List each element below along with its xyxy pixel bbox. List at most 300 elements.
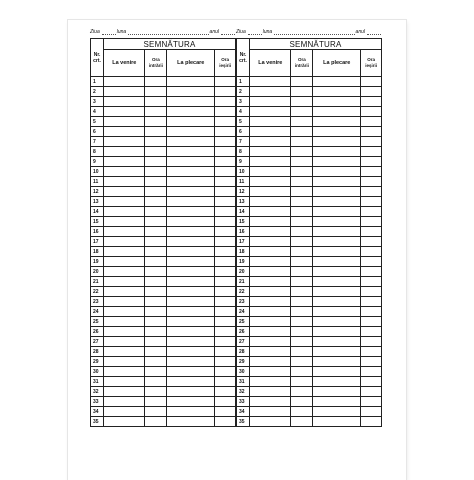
row-number: 7 <box>237 137 250 147</box>
arrival-signature-cell <box>250 187 291 197</box>
table-row <box>237 237 382 247</box>
arrival-signature-cell <box>104 237 145 247</box>
table-row <box>237 367 382 377</box>
row-number: 14 <box>91 207 104 217</box>
exit-time-cell <box>361 137 382 147</box>
day-label: Ziua <box>90 29 100 35</box>
exit-time-header <box>215 50 236 77</box>
table-row <box>91 407 236 417</box>
departure-signature-cell <box>313 347 361 357</box>
table-row <box>91 367 236 377</box>
arrival-signature-cell <box>250 157 291 167</box>
departure-signature-cell <box>313 117 361 127</box>
exit-time-cell <box>361 147 382 157</box>
departure-signature-cell <box>167 217 215 227</box>
row-number: 17 <box>91 237 104 247</box>
exit-time-header <box>361 50 382 77</box>
departure-signature-cell <box>313 227 361 237</box>
exit-time-cell <box>361 307 382 317</box>
exit-time-cell <box>215 137 236 147</box>
entry-time-cell <box>291 227 313 237</box>
right-register <box>236 27 382 427</box>
table-row <box>91 327 236 337</box>
table-row <box>91 257 236 267</box>
row-number: 19 <box>91 257 104 267</box>
departure-signature-cell <box>167 277 215 287</box>
entry-time-cell <box>291 267 313 277</box>
exit-time-cell <box>361 377 382 387</box>
entry-time-cell <box>145 197 167 207</box>
departure-signature-cell <box>313 207 361 217</box>
entry-time-cell <box>291 237 313 247</box>
arrival-header: La venire <box>104 50 145 77</box>
table-row <box>237 217 382 227</box>
nr-label: Nr. <box>239 51 247 58</box>
table-row <box>91 387 236 397</box>
row-number: 14 <box>237 207 250 217</box>
entry-time-cell <box>291 187 313 197</box>
arrival-signature-cell <box>250 107 291 117</box>
exit-time-cell <box>215 247 236 257</box>
arrival-signature-cell <box>104 397 145 407</box>
row-number: 10 <box>91 167 104 177</box>
table-row <box>91 77 236 87</box>
exit-time-label-2: ieșirii <box>365 63 377 68</box>
departure-signature-cell <box>167 377 215 387</box>
row-number: 19 <box>237 257 250 267</box>
entry-time-header <box>291 50 313 77</box>
departure-signature-cell <box>313 197 361 207</box>
exit-time-cell <box>215 377 236 387</box>
arrival-signature-cell <box>104 77 145 87</box>
arrival-signature-cell <box>104 277 145 287</box>
arrival-signature-cell <box>250 87 291 97</box>
date-line <box>90 27 236 38</box>
entry-time-cell <box>291 207 313 217</box>
row-number: 25 <box>91 317 104 327</box>
departure-signature-cell <box>313 407 361 417</box>
row-number: 13 <box>91 197 104 207</box>
table-rows <box>91 77 236 427</box>
table-row <box>237 417 382 427</box>
arrival-signature-cell <box>250 147 291 157</box>
row-number: 10 <box>237 167 250 177</box>
table-row <box>91 187 236 197</box>
arrival-signature-cell <box>104 137 145 147</box>
exit-time-cell <box>215 307 236 317</box>
entry-time-cell <box>291 177 313 187</box>
entry-time-cell <box>145 397 167 407</box>
month-dotted-field <box>128 31 208 35</box>
row-number: 20 <box>91 267 104 277</box>
arrival-signature-cell <box>250 77 291 87</box>
year-dotted-field <box>221 31 235 35</box>
entry-time-header <box>145 50 167 77</box>
departure-signature-cell <box>167 107 215 117</box>
row-number: 11 <box>91 177 104 187</box>
arrival-signature-cell <box>250 217 291 227</box>
arrival-signature-cell <box>104 187 145 197</box>
departure-signature-cell <box>167 397 215 407</box>
departure-signature-cell <box>313 97 361 107</box>
exit-time-cell <box>361 167 382 177</box>
entry-time-cell <box>145 207 167 217</box>
arrival-signature-cell <box>104 387 145 397</box>
entry-time-cell <box>291 157 313 167</box>
table-row <box>91 347 236 357</box>
departure-signature-cell <box>167 237 215 247</box>
exit-time-cell <box>215 197 236 207</box>
table-row <box>237 397 382 407</box>
table-row <box>91 227 236 237</box>
date-line <box>236 27 382 38</box>
table-row <box>237 297 382 307</box>
table-row <box>91 177 236 187</box>
entry-time-cell <box>145 127 167 137</box>
entry-time-cell <box>291 337 313 347</box>
entry-time-cell <box>291 217 313 227</box>
departure-signature-cell <box>167 157 215 167</box>
arrival-signature-cell <box>250 247 291 257</box>
attendance-table <box>90 38 236 427</box>
row-number: 27 <box>91 337 104 347</box>
entry-time-cell <box>145 387 167 397</box>
exit-time-cell <box>361 267 382 277</box>
row-number: 8 <box>91 147 104 157</box>
table-row <box>91 317 236 327</box>
row-number: 12 <box>91 187 104 197</box>
table-row <box>237 197 382 207</box>
row-number: 26 <box>237 327 250 337</box>
entry-time-cell <box>291 417 313 427</box>
row-number: 21 <box>237 277 250 287</box>
table-rows <box>237 77 382 427</box>
nr-label: Nr. <box>93 51 101 58</box>
row-number: 13 <box>237 197 250 207</box>
exit-time-cell <box>361 157 382 167</box>
entry-time-cell <box>291 367 313 377</box>
day-dotted-field <box>248 31 262 35</box>
departure-signature-cell <box>167 127 215 137</box>
entry-time-cell <box>145 227 167 237</box>
entry-time-cell <box>291 397 313 407</box>
table-row <box>237 137 382 147</box>
departure-signature-cell <box>313 257 361 267</box>
row-number: 31 <box>91 377 104 387</box>
exit-time-cell <box>215 237 236 247</box>
row-number: 1 <box>91 77 104 87</box>
table-row <box>237 147 382 157</box>
exit-time-cell <box>361 387 382 397</box>
arrival-signature-cell <box>250 287 291 297</box>
table-row <box>91 337 236 347</box>
departure-signature-cell <box>313 267 361 277</box>
departure-signature-cell <box>167 207 215 217</box>
arrival-signature-cell <box>104 127 145 137</box>
arrival-signature-cell <box>250 197 291 207</box>
row-number: 15 <box>237 217 250 227</box>
table-row <box>237 167 382 177</box>
exit-time-cell <box>361 297 382 307</box>
row-number: 20 <box>237 267 250 277</box>
departure-signature-cell <box>167 137 215 147</box>
row-number: 32 <box>237 387 250 397</box>
arrival-signature-cell <box>104 97 145 107</box>
row-number: 9 <box>91 157 104 167</box>
row-number: 22 <box>237 287 250 297</box>
entry-time-cell <box>291 257 313 267</box>
exit-time-cell <box>361 367 382 377</box>
exit-time-cell <box>361 107 382 117</box>
entry-time-cell <box>291 277 313 287</box>
arrival-signature-cell <box>250 227 291 237</box>
departure-signature-cell <box>313 317 361 327</box>
exit-time-cell <box>215 187 236 197</box>
entry-time-cell <box>145 107 167 117</box>
arrival-signature-cell <box>104 217 145 227</box>
departure-signature-cell <box>313 417 361 427</box>
exit-time-cell <box>361 277 382 287</box>
arrival-signature-cell <box>104 357 145 367</box>
row-number: 3 <box>237 97 250 107</box>
table-row <box>237 247 382 257</box>
exit-time-cell <box>361 117 382 127</box>
table-row <box>91 377 236 387</box>
entry-time-label-1: Ora <box>152 57 160 62</box>
entry-time-label-1: Ora <box>298 57 306 62</box>
departure-signature-cell <box>167 87 215 97</box>
departure-signature-cell <box>167 247 215 257</box>
signature-header: SEMNĂTURA <box>250 39 382 50</box>
row-number: 32 <box>91 387 104 397</box>
table-row <box>237 357 382 367</box>
row-number: 21 <box>91 277 104 287</box>
arrival-signature-cell <box>104 257 145 267</box>
entry-time-cell <box>291 327 313 337</box>
row-number: 35 <box>237 417 250 427</box>
row-number: 11 <box>237 177 250 187</box>
exit-time-cell <box>361 397 382 407</box>
departure-signature-cell <box>313 177 361 187</box>
exit-time-cell <box>361 197 382 207</box>
exit-time-cell <box>361 337 382 347</box>
table-row <box>91 267 236 277</box>
arrival-signature-cell <box>104 87 145 97</box>
table-row <box>91 247 236 257</box>
entry-time-label-2: intrării <box>148 63 163 68</box>
table-row <box>237 287 382 297</box>
register-sheet <box>68 20 406 480</box>
arrival-signature-cell <box>250 347 291 357</box>
arrival-signature-cell <box>104 337 145 347</box>
arrival-signature-cell <box>250 167 291 177</box>
left-register <box>90 27 236 427</box>
row-number: 2 <box>91 87 104 97</box>
exit-time-cell <box>215 297 236 307</box>
table-row <box>237 387 382 397</box>
arrival-signature-cell <box>250 177 291 187</box>
entry-time-cell <box>145 117 167 127</box>
row-number: 12 <box>237 187 250 197</box>
exit-time-cell <box>361 127 382 137</box>
row-number: 8 <box>237 147 250 157</box>
table-row <box>91 277 236 287</box>
entry-time-cell <box>145 77 167 87</box>
table-row <box>237 277 382 287</box>
table-row <box>237 257 382 267</box>
arrival-signature-cell <box>104 247 145 257</box>
entry-time-cell <box>291 297 313 307</box>
exit-time-cell <box>215 277 236 287</box>
table-row <box>237 337 382 347</box>
row-number: 22 <box>91 287 104 297</box>
entry-time-cell <box>291 247 313 257</box>
row-number: 5 <box>237 117 250 127</box>
table-row <box>237 267 382 277</box>
arrival-signature-cell <box>104 227 145 237</box>
entry-time-cell <box>291 377 313 387</box>
departure-signature-cell <box>167 327 215 337</box>
exit-time-cell <box>361 77 382 87</box>
table-row <box>237 127 382 137</box>
arrival-signature-cell <box>250 357 291 367</box>
entry-time-cell <box>291 197 313 207</box>
departure-signature-cell <box>167 417 215 427</box>
exit-time-cell <box>361 247 382 257</box>
exit-time-cell <box>361 417 382 427</box>
year-label: anul <box>355 29 365 35</box>
entry-time-cell <box>145 417 167 427</box>
departure-header: La plecare <box>167 50 215 77</box>
exit-time-cell <box>215 397 236 407</box>
table-row <box>237 77 382 87</box>
nr-crt-header <box>91 39 104 77</box>
exit-time-cell <box>361 407 382 417</box>
exit-time-cell <box>361 207 382 217</box>
row-number: 4 <box>237 107 250 117</box>
table-row <box>237 117 382 127</box>
arrival-signature-cell <box>250 207 291 217</box>
row-number: 34 <box>91 407 104 417</box>
table-row <box>91 127 236 137</box>
exit-time-cell <box>215 217 236 227</box>
row-number: 6 <box>237 127 250 137</box>
arrival-signature-cell <box>104 317 145 327</box>
entry-time-cell <box>145 167 167 177</box>
arrival-signature-cell <box>250 297 291 307</box>
departure-signature-cell <box>313 387 361 397</box>
table-row <box>91 97 236 107</box>
arrival-signature-cell <box>104 147 145 157</box>
exit-time-cell <box>215 417 236 427</box>
row-number: 17 <box>237 237 250 247</box>
table-row <box>91 397 236 407</box>
arrival-signature-cell <box>104 177 145 187</box>
exit-time-cell <box>215 267 236 277</box>
row-number: 33 <box>237 397 250 407</box>
departure-signature-cell <box>167 227 215 237</box>
table-row <box>91 137 236 147</box>
entry-time-cell <box>291 167 313 177</box>
entry-time-cell <box>291 137 313 147</box>
arrival-signature-cell <box>104 377 145 387</box>
arrival-signature-cell <box>250 337 291 347</box>
table-row <box>91 307 236 317</box>
exit-time-cell <box>361 347 382 357</box>
table-row <box>91 87 236 97</box>
entry-time-cell <box>145 337 167 347</box>
entry-time-cell <box>145 317 167 327</box>
exit-time-cell <box>215 357 236 367</box>
table-row <box>237 307 382 317</box>
arrival-signature-cell <box>104 367 145 377</box>
table-row <box>237 97 382 107</box>
arrival-signature-cell <box>250 417 291 427</box>
arrival-signature-cell <box>104 287 145 297</box>
entry-time-cell <box>291 317 313 327</box>
exit-time-cell <box>215 157 236 167</box>
arrival-signature-cell <box>250 407 291 417</box>
month-label: luna <box>262 29 273 35</box>
exit-time-cell <box>215 337 236 347</box>
table-row <box>237 177 382 187</box>
entry-time-cell <box>145 217 167 227</box>
departure-signature-cell <box>313 157 361 167</box>
arrival-signature-cell <box>104 307 145 317</box>
row-number: 28 <box>91 347 104 357</box>
table-row <box>91 117 236 127</box>
crt-label: crt. <box>93 57 101 64</box>
entry-time-cell <box>145 307 167 317</box>
exit-time-cell <box>215 127 236 137</box>
exit-time-cell <box>361 317 382 327</box>
arrival-signature-cell <box>104 167 145 177</box>
departure-signature-cell <box>167 287 215 297</box>
departure-signature-cell <box>313 107 361 117</box>
arrival-signature-cell <box>104 157 145 167</box>
table-row <box>237 207 382 217</box>
entry-time-cell <box>291 97 313 107</box>
row-number: 35 <box>91 417 104 427</box>
arrival-signature-cell <box>104 207 145 217</box>
table-row <box>91 107 236 117</box>
entry-time-cell <box>291 307 313 317</box>
arrival-signature-cell <box>250 317 291 327</box>
departure-signature-cell <box>313 237 361 247</box>
departure-signature-cell <box>313 307 361 317</box>
row-number: 28 <box>237 347 250 357</box>
row-number: 15 <box>91 217 104 227</box>
exit-time-cell <box>361 97 382 107</box>
exit-time-cell <box>215 387 236 397</box>
table-row <box>91 207 236 217</box>
departure-signature-cell <box>167 167 215 177</box>
exit-time-cell <box>215 227 236 237</box>
attendance-table <box>236 38 382 427</box>
arrival-signature-cell <box>104 407 145 417</box>
arrival-signature-cell <box>104 117 145 127</box>
departure-signature-cell <box>167 267 215 277</box>
departure-signature-cell <box>313 357 361 367</box>
table-row <box>237 347 382 357</box>
arrival-signature-cell <box>250 137 291 147</box>
arrival-signature-cell <box>250 307 291 317</box>
departure-signature-cell <box>167 197 215 207</box>
exit-time-cell <box>215 117 236 127</box>
entry-time-cell <box>291 87 313 97</box>
departure-signature-cell <box>167 117 215 127</box>
exit-time-label-1: Ora <box>367 57 375 62</box>
